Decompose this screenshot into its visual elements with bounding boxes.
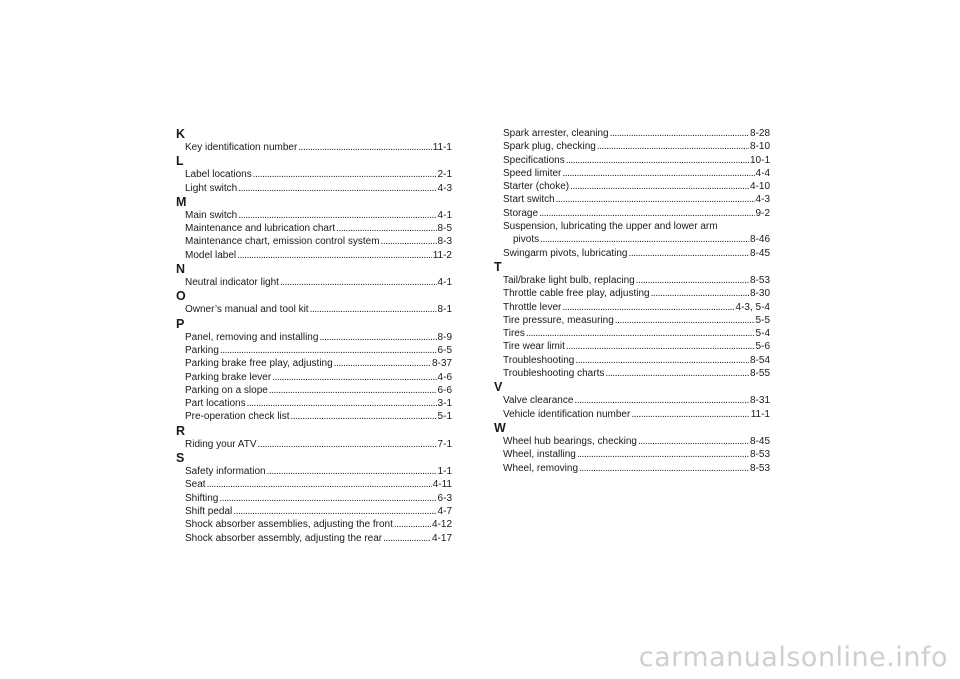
- index-entry-page: 4-1: [437, 209, 452, 221]
- index-entry-page: 8-30: [749, 288, 770, 300]
- index-entry-page: 4-7: [437, 505, 452, 517]
- index-entry: [176, 518, 452, 531]
- index-entry-text: Model label: [185, 249, 237, 261]
- index-entry-page: 8-9: [437, 331, 452, 343]
- leader-dots: [319, 331, 436, 344]
- index-section-letter: V: [494, 380, 503, 395]
- index-entry: [494, 193, 770, 206]
- index-section-letter: T: [494, 259, 502, 274]
- leader-dots: [272, 371, 436, 384]
- index-entry-text: Throttle cable free play, adjusting: [503, 288, 650, 300]
- index-entry: [176, 303, 452, 316]
- index-entry: [494, 167, 770, 180]
- index-entry-text: Spark plug, checking: [503, 141, 596, 153]
- index-entry-page: 4-3, 5-4: [735, 301, 770, 313]
- leader-dots: [574, 394, 749, 407]
- index-section-letter: N: [176, 262, 186, 277]
- index-entry-page: 1-1: [437, 466, 452, 478]
- leader-dots: [605, 367, 749, 380]
- index-section-letter: S: [176, 451, 185, 466]
- index-entry-text: Vehicle identification number: [503, 408, 631, 420]
- leader-dots: [310, 303, 437, 316]
- leader-dots: [575, 354, 749, 367]
- index-entry: [176, 344, 452, 357]
- index-entry-text: Neutral indicator light: [185, 277, 279, 289]
- index-entry-page: 10-1: [749, 154, 770, 166]
- index-entry-text: Troubleshooting: [503, 354, 575, 366]
- leader-dots: [238, 182, 436, 195]
- index-entry-text: Label locations: [185, 169, 252, 181]
- index-section-letter: K: [176, 127, 186, 141]
- index-entry: [176, 222, 452, 235]
- index-entry-text: Troubleshooting charts: [503, 368, 605, 380]
- index-entry-text: Suspension, lubricating the upper and lower arm: [503, 221, 718, 233]
- index-entry-page: 8-53: [749, 449, 770, 461]
- leader-dots: [280, 276, 437, 289]
- index-entry-text: Swingarm pivots, lubricating: [503, 247, 628, 259]
- index-entry: [494, 154, 770, 167]
- leader-dots: [651, 287, 749, 300]
- index-entry-page: 4-6: [437, 371, 452, 383]
- leader-dots: [570, 180, 749, 193]
- index-entry: [494, 301, 770, 314]
- index-entry-text: Parking brake free play, adjusting: [185, 358, 333, 370]
- index-entry: [494, 180, 770, 193]
- index-entry-page: 5-6: [755, 341, 770, 353]
- index-column-left: [176, 127, 452, 545]
- leader-dots: [298, 141, 431, 154]
- index-section-letter: O: [176, 289, 186, 304]
- index-entry: [494, 354, 770, 367]
- index-entry: [176, 168, 452, 181]
- index-entry-text: Maintenance and lubrication chart: [185, 223, 336, 235]
- index-entry-text: Maintenance chart, emission control system: [185, 236, 380, 248]
- leader-dots: [579, 462, 749, 475]
- index-entry-page: 8-53: [749, 274, 770, 286]
- leader-dots: [220, 344, 437, 357]
- index-entry: [176, 478, 452, 491]
- leader-dots: [556, 193, 755, 206]
- index-entry-page: 6-5: [437, 344, 452, 356]
- leader-dots: [219, 492, 436, 505]
- index-entry-text: Pre-operation check list: [185, 411, 290, 423]
- index-entry: [494, 287, 770, 300]
- index-entry-page: 8-1: [437, 304, 452, 316]
- index-entry: [494, 462, 770, 475]
- index-entry-page: 4-10: [749, 181, 770, 193]
- index-entry-page: 8-28: [749, 128, 770, 139]
- index-entry-text: Speed limiter: [503, 167, 562, 179]
- index-entry: [494, 367, 770, 380]
- index-section-letter: L: [176, 154, 184, 169]
- index-entry-page: 11-1: [432, 142, 452, 153]
- index-entry: [176, 505, 452, 518]
- leader-dots: [336, 222, 436, 235]
- leader-dots: [566, 340, 755, 353]
- index-entry: [176, 276, 452, 289]
- leader-dots: [207, 478, 432, 491]
- index-entry-text: Parking on a slope: [185, 384, 268, 396]
- leader-dots: [253, 168, 437, 181]
- index-entry-page: 8-31: [749, 395, 770, 407]
- index-entry-page: 8-3: [437, 236, 452, 248]
- leader-dots: [237, 249, 432, 262]
- index-entry: [176, 235, 452, 248]
- index-entry-page: 8-10: [749, 141, 770, 153]
- index-entry: [494, 140, 770, 153]
- index-section-letter: W: [494, 420, 506, 435]
- leader-dots: [562, 301, 734, 314]
- index-entry-text: Key identification number: [185, 142, 298, 153]
- index-entry-page: 8-5: [437, 223, 452, 235]
- leader-dots: [267, 465, 437, 478]
- index-entry-text: Light switch: [185, 182, 238, 194]
- index-entry: [494, 207, 770, 220]
- leader-dots: [638, 435, 749, 448]
- index-entry: [176, 331, 452, 344]
- leader-dots: [629, 247, 749, 260]
- index-entry-page: 8-45: [749, 435, 770, 447]
- index-entry: [176, 249, 452, 262]
- index-entry-wrapped-line1: [494, 220, 770, 233]
- leader-dots: [540, 233, 749, 246]
- index-entry-page: 4-3: [437, 182, 452, 194]
- index-entry-text: Throttle lever: [503, 301, 562, 313]
- leader-dots: [291, 410, 437, 423]
- index-entry: [494, 233, 770, 246]
- index-entry-page: 8-53: [749, 462, 770, 474]
- index-entry-text: Seat: [185, 479, 206, 491]
- index-entry: [494, 408, 770, 421]
- index-entry: [494, 435, 770, 448]
- index-entry-page: 5-4: [755, 328, 770, 340]
- leader-dots: [334, 357, 431, 370]
- index-entry-page: 8-55: [749, 368, 770, 380]
- watermark-text: carmanualsonline.info: [638, 642, 948, 673]
- leader-dots: [566, 154, 749, 167]
- index-entry-page: 8-45: [749, 247, 770, 259]
- index-entry-text: Main switch: [185, 209, 238, 221]
- index-entry-text: Wheel hub bearings, checking: [503, 435, 637, 447]
- index-entry-page: 8-54: [749, 354, 770, 366]
- index-entry: [494, 314, 770, 327]
- index-entry-page: 4-1: [437, 277, 452, 289]
- leader-dots: [394, 518, 431, 531]
- index-entry: [176, 141, 452, 154]
- index-entry-page: 4-12: [431, 519, 452, 531]
- index-entry-text: Riding your ATV: [185, 438, 257, 450]
- index-section-letter: R: [176, 423, 186, 438]
- index-section-letter: M: [176, 194, 187, 209]
- index-entry-page: 7-1: [437, 438, 452, 450]
- index-entry: [176, 410, 452, 423]
- index-entry: [176, 384, 452, 397]
- index-entry: [176, 492, 452, 505]
- index-entry-text: Parking: [185, 344, 219, 356]
- index-entry: [176, 371, 452, 384]
- index-entry: [494, 340, 770, 353]
- index-entry-page: 8-37: [431, 358, 452, 370]
- index-column-right: [494, 127, 770, 475]
- index-entry-text: Parking brake lever: [185, 371, 272, 383]
- index-entry-page: 6-6: [437, 384, 452, 396]
- index-entry-page: 11-2: [432, 249, 452, 261]
- leader-dots: [631, 408, 749, 421]
- index-entry-page: 4-3: [755, 194, 770, 206]
- leader-dots: [610, 127, 749, 140]
- leader-dots: [247, 397, 437, 410]
- index-entry-page: 2-1: [437, 169, 452, 181]
- index-entry-text: pivots: [513, 234, 540, 246]
- leader-dots: [636, 274, 749, 287]
- index-entry-text: Tire pressure, measuring: [503, 314, 614, 326]
- index-entry: [494, 394, 770, 407]
- index-entry-text: Owner’s manual and tool kit: [185, 304, 309, 316]
- index-entry: [176, 438, 452, 451]
- index-entry: [176, 465, 452, 478]
- leader-dots: [233, 505, 436, 518]
- index-entry-text: Safety information: [185, 466, 266, 478]
- index-entry-text: Specifications: [503, 154, 565, 166]
- index-entry: [494, 127, 770, 140]
- index-entry: [176, 357, 452, 370]
- leader-dots: [526, 327, 755, 340]
- index-entry: [494, 274, 770, 287]
- index-entry-text: Tire wear limit: [503, 341, 565, 353]
- index-entry-text: Tires: [503, 328, 525, 340]
- index-entry-text: Shift pedal: [185, 505, 233, 517]
- index-entry-page: 6-3: [437, 492, 452, 504]
- index-entry-page: 4-11: [432, 479, 452, 491]
- index-entry: [494, 448, 770, 461]
- index-entry-text: Spark arrester, cleaning: [503, 128, 609, 139]
- leader-dots: [238, 209, 436, 222]
- index-entry-text: Tail/brake light bulb, replacing: [503, 274, 635, 286]
- index-entry-page: 11-1: [750, 408, 770, 420]
- index-entry-text: Storage: [503, 207, 539, 219]
- index-entry-text: Wheel, installing: [503, 449, 576, 461]
- index-entry-text: Shifting: [185, 492, 219, 504]
- index-entry-text: Panel, removing and installing: [185, 331, 319, 343]
- index-entry-text: Shock absorber assemblies, adjusting the front: [185, 519, 393, 531]
- index-entry-page: 5-1: [437, 411, 452, 423]
- index-entry: [176, 397, 452, 410]
- leader-dots: [258, 438, 437, 451]
- leader-dots: [381, 235, 437, 248]
- index-entry-page: 9-2: [755, 207, 770, 219]
- index-entry: [494, 247, 770, 260]
- index-entry-page: 4-4: [755, 167, 770, 179]
- index-entry-text: Part locations: [185, 398, 246, 410]
- index-entry-page: 4-17: [431, 532, 452, 544]
- index-entry: [176, 209, 452, 222]
- leader-dots: [562, 167, 754, 180]
- index-entry-page: 8-46: [749, 234, 770, 246]
- index-entry-page: 5-5: [755, 314, 770, 326]
- index-entry-page: 3-1: [437, 398, 452, 410]
- index-entry-text: Shock absorber assembly, adjusting the rear: [185, 532, 383, 544]
- index-entry-text: Wheel, removing: [503, 462, 579, 474]
- leader-dots: [383, 532, 431, 545]
- index-entry: [176, 182, 452, 195]
- leader-dots: [577, 448, 749, 461]
- index-entry: [494, 327, 770, 340]
- index-entry-text: Starter (choke): [503, 181, 570, 193]
- index-entry-text: Valve clearance: [503, 395, 574, 407]
- leader-dots: [269, 384, 437, 397]
- leader-dots: [539, 207, 755, 220]
- index-entry: [176, 532, 452, 545]
- index-entry-text: Start switch: [503, 194, 555, 206]
- index-section-letter: P: [176, 316, 185, 331]
- leader-dots: [615, 314, 755, 327]
- leader-dots: [597, 140, 749, 153]
